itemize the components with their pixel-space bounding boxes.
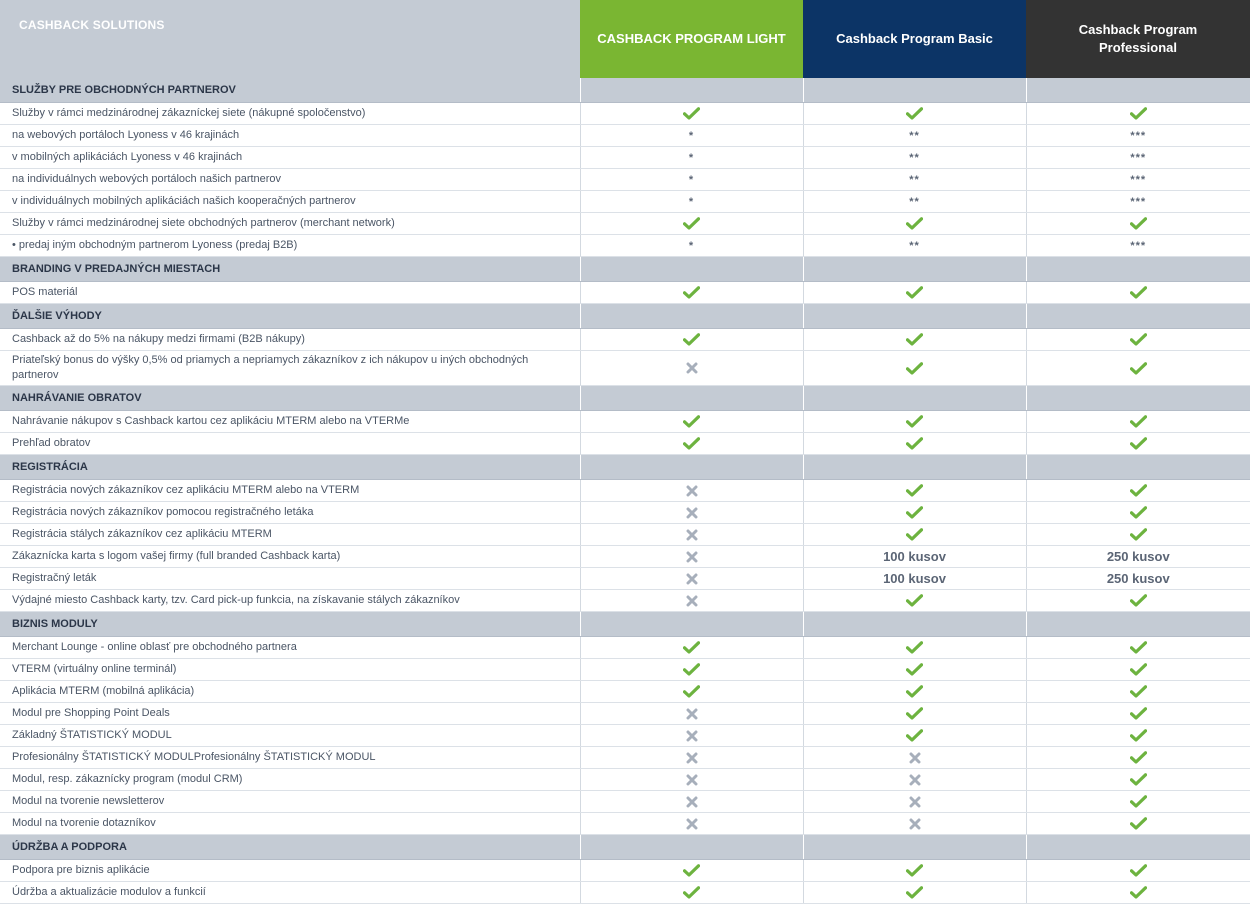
plan-cell (580, 213, 803, 235)
feature-label: • predaj iným obchodným partnerom Lyoness (predaj B2B) (0, 235, 580, 257)
plan-cell (803, 433, 1026, 455)
check-icon (1130, 107, 1147, 120)
plan-cell (580, 703, 803, 725)
feature-label: Prehľad obratov (0, 433, 580, 455)
table-row (0, 659, 1250, 681)
plan-cell (580, 235, 803, 257)
cross-icon (686, 362, 698, 374)
plan-cell (580, 882, 803, 904)
plan-cell (1026, 125, 1250, 147)
section-header-row (0, 78, 1250, 103)
plan-cell (1026, 147, 1250, 169)
plan-cell (580, 659, 803, 681)
availability-stars: ** (909, 195, 920, 208)
plan-cell (580, 282, 803, 304)
plan-cell (580, 725, 803, 747)
plan-cell (803, 791, 1026, 813)
check-icon (906, 415, 923, 428)
check-icon (906, 107, 923, 120)
plan-cell (803, 568, 1026, 590)
plan-cell (580, 813, 803, 835)
section-cell (580, 78, 803, 103)
plan-cell (1026, 590, 1250, 612)
table-row (0, 747, 1250, 769)
table-row (0, 681, 1250, 703)
check-icon (1130, 437, 1147, 450)
check-icon (683, 107, 700, 120)
plan-cell (803, 882, 1026, 904)
check-icon (683, 663, 700, 676)
section-cell (803, 304, 1026, 329)
availability-stars: *** (1130, 129, 1147, 142)
check-icon (1130, 641, 1147, 654)
feature-label: VTERM (virtuálny online terminál) (0, 659, 580, 681)
check-icon (906, 362, 923, 375)
plan-cell (1026, 659, 1250, 681)
check-icon (1130, 751, 1147, 764)
check-icon (1130, 773, 1147, 786)
table-row (0, 590, 1250, 612)
table-row (0, 235, 1250, 257)
plan-cell (580, 433, 803, 455)
plan-cell (580, 191, 803, 213)
table-row (0, 546, 1250, 568)
check-icon (1130, 362, 1147, 375)
check-icon (1130, 817, 1147, 830)
table-row (0, 103, 1250, 125)
section-cell (1026, 386, 1250, 411)
quantity-value: 250 kusov (1106, 571, 1170, 586)
availability-stars: * (688, 129, 695, 142)
quantity-value: 250 kusov (1106, 549, 1170, 564)
availability-stars: ** (909, 151, 920, 164)
check-icon (906, 484, 923, 497)
check-icon (683, 641, 700, 654)
table-row (0, 125, 1250, 147)
plan-cell (1026, 882, 1250, 904)
plan-cell (1026, 480, 1250, 502)
plan-cell (580, 590, 803, 612)
table-row (0, 480, 1250, 502)
check-icon (906, 729, 923, 742)
plan-cell (580, 351, 803, 386)
availability-stars: *** (1130, 151, 1147, 164)
plan-cell (1026, 681, 1250, 703)
cross-icon (686, 595, 698, 607)
availability-stars: *** (1130, 173, 1147, 186)
cross-icon (686, 485, 698, 497)
feature-label: Merchant Lounge - online oblasť pre obchodného partnera (0, 637, 580, 659)
table-row (0, 191, 1250, 213)
plan-cell (803, 103, 1026, 125)
check-icon (683, 415, 700, 428)
plan-cell (1026, 191, 1250, 213)
feature-label: Cashback až do 5% na nákupy medzi firmami (B2B nákupy) (0, 329, 580, 351)
feature-label: Registrácia stálych zákazníkov cez aplikáciu MTERM (0, 524, 580, 546)
section-cell (580, 835, 803, 860)
section-title: NAHRÁVANIE OBRATOV (0, 386, 580, 411)
section-cell (1026, 455, 1250, 480)
plan-cell (1026, 169, 1250, 191)
feature-label: Priateľský bonus do výšky 0,5% od priamych a nepriamych zákazníkov z ich nákupov u iných obchodných partnerov (0, 351, 580, 386)
quantity-value: 100 kusov (883, 549, 946, 564)
section-title: ÚDRŽBA A PODPORA (0, 835, 580, 860)
availability-stars: * (688, 239, 695, 252)
table-row (0, 433, 1250, 455)
feature-label: v individuálnych mobilných aplikáciách našich kooperačných partnerov (0, 191, 580, 213)
table-row (0, 329, 1250, 351)
section-cell (580, 612, 803, 637)
plan-cell (1026, 725, 1250, 747)
cross-icon (909, 774, 921, 786)
check-icon (1130, 886, 1147, 899)
check-icon (1130, 484, 1147, 497)
plan-cell (803, 769, 1026, 791)
plan-cell (580, 524, 803, 546)
check-icon (683, 217, 700, 230)
quantity-value: 100 kusov (883, 571, 946, 586)
plan-cell (803, 282, 1026, 304)
section-cell (580, 304, 803, 329)
availability-stars: * (688, 195, 695, 208)
cross-icon (686, 708, 698, 720)
section-cell (803, 386, 1026, 411)
plan-cell (1026, 747, 1250, 769)
section-header-row (0, 304, 1250, 329)
plan-cell (803, 191, 1026, 213)
feature-label: Zákaznícka karta s logom vašej firmy (full branded Cashback karta) (0, 546, 580, 568)
check-icon (1130, 333, 1147, 346)
plan-cell (803, 169, 1026, 191)
check-icon (683, 685, 700, 698)
availability-stars: * (688, 173, 695, 186)
check-icon (906, 217, 923, 230)
feature-label: Registrácia nových zákazníkov cez aplikáciu MTERM alebo na VTERM (0, 480, 580, 502)
table-row (0, 502, 1250, 524)
feature-label: na webových portáloch Lyoness v 46 krajinách (0, 125, 580, 147)
feature-label: Výdajné miesto Cashback karty, tzv. Card pick-up funkcia, na získavanie stálych zákazníkov (0, 590, 580, 612)
check-icon (683, 333, 700, 346)
section-title: REGISTRÁCIA (0, 455, 580, 480)
feature-label: Služby v rámci medzinárodnej zákazníckej siete (nákupné spoločenstvo) (0, 103, 580, 125)
section-title: ĎALŠIE VÝHODY (0, 304, 580, 329)
availability-stars: ** (909, 173, 920, 186)
plan-cell (580, 125, 803, 147)
availability-stars: *** (1130, 195, 1147, 208)
check-icon (1130, 685, 1147, 698)
cross-icon (909, 818, 921, 830)
plan-professional-header: Cashback Program Professional (1026, 0, 1250, 78)
plan-cell (1026, 546, 1250, 568)
plan-cell (580, 769, 803, 791)
plan-cell (803, 813, 1026, 835)
table-row (0, 813, 1250, 835)
section-header-row (0, 835, 1250, 860)
plan-cell (803, 147, 1026, 169)
cross-icon (686, 818, 698, 830)
section-cell (803, 78, 1026, 103)
cross-icon (909, 796, 921, 808)
check-icon (906, 333, 923, 346)
feature-label: Modul pre Shopping Point Deals (0, 703, 580, 725)
feature-label: Údržba a aktualizácie modulov a funkcií (0, 882, 580, 904)
table-row (0, 411, 1250, 433)
plan-cell (580, 681, 803, 703)
availability-stars: ** (909, 129, 920, 142)
plan-cell (580, 411, 803, 433)
table-row (0, 351, 1250, 386)
check-icon (906, 437, 923, 450)
section-cell (803, 257, 1026, 282)
feature-label: Podpora pre biznis aplikácie (0, 860, 580, 882)
plan-cell (1026, 103, 1250, 125)
check-icon (906, 286, 923, 299)
feature-label: Registračný leták (0, 568, 580, 590)
plan-cell (803, 725, 1026, 747)
check-icon (906, 886, 923, 899)
check-icon (1130, 415, 1147, 428)
cross-icon (686, 573, 698, 585)
header-row (0, 0, 1250, 78)
plan-cell (1026, 282, 1250, 304)
table-row (0, 282, 1250, 304)
section-cell (1026, 835, 1250, 860)
table-row (0, 637, 1250, 659)
table-row (0, 147, 1250, 169)
plan-cell (803, 659, 1026, 681)
table-row (0, 882, 1250, 904)
cross-icon (686, 774, 698, 786)
check-icon (906, 685, 923, 698)
check-icon (906, 528, 923, 541)
check-icon (906, 663, 923, 676)
feature-label: Modul na tvorenie dotazníkov (0, 813, 580, 835)
feature-label: POS materiál (0, 282, 580, 304)
feature-label: Modul na tvorenie newsletterov (0, 791, 580, 813)
plan-cell (803, 546, 1026, 568)
section-cell (1026, 304, 1250, 329)
plan-cell (1026, 568, 1250, 590)
table-row (0, 524, 1250, 546)
section-cell (580, 386, 803, 411)
plan-cell (1026, 433, 1250, 455)
plan-cell (580, 329, 803, 351)
plan-cell (803, 681, 1026, 703)
feature-label: Základný ŠTATISTICKÝ MODUL (0, 725, 580, 747)
cross-icon (686, 551, 698, 563)
plan-cell (580, 747, 803, 769)
availability-stars: ** (909, 239, 920, 252)
feature-label: na individuálnych webových portáloch našich partnerov (0, 169, 580, 191)
cross-icon (686, 730, 698, 742)
plan-cell (1026, 329, 1250, 351)
feature-label: Modul, resp. zákaznícky program (modul CRM) (0, 769, 580, 791)
plan-cell (803, 329, 1026, 351)
section-title: BRANDING V PREDAJNÝCH MIESTACH (0, 257, 580, 282)
plan-cell (1026, 213, 1250, 235)
check-icon (1130, 795, 1147, 808)
check-icon (1130, 528, 1147, 541)
section-header-row (0, 612, 1250, 637)
table-row (0, 769, 1250, 791)
plan-cell (803, 235, 1026, 257)
section-cell (803, 612, 1026, 637)
check-icon (906, 506, 923, 519)
section-header-row (0, 455, 1250, 480)
check-icon (1130, 594, 1147, 607)
check-icon (683, 286, 700, 299)
check-icon (1130, 217, 1147, 230)
plan-cell (1026, 351, 1250, 386)
plan-cell (803, 411, 1026, 433)
check-icon (906, 641, 923, 654)
plan-cell (803, 703, 1026, 725)
cross-icon (686, 796, 698, 808)
table-body (0, 78, 1250, 904)
plan-basic-header: Cashback Program Basic (803, 0, 1026, 78)
table-title: CASHBACK SOLUTIONS (0, 0, 580, 78)
check-icon (683, 437, 700, 450)
plan-cell (1026, 411, 1250, 433)
section-cell (803, 455, 1026, 480)
plan-cell (580, 791, 803, 813)
table-row (0, 725, 1250, 747)
plan-cell (1026, 769, 1250, 791)
plan-cell (1026, 791, 1250, 813)
plan-cell (1026, 703, 1250, 725)
feature-label: Registrácia nových zákazníkov pomocou registračného letáka (0, 502, 580, 524)
plan-cell (1026, 637, 1250, 659)
plan-cell (803, 637, 1026, 659)
plan-cell (803, 351, 1026, 386)
feature-label: v mobilných aplikáciách Lyoness v 46 krajinách (0, 147, 580, 169)
check-icon (906, 594, 923, 607)
cross-icon (909, 752, 921, 764)
check-icon (1130, 729, 1147, 742)
check-icon (1130, 707, 1147, 720)
cross-icon (686, 752, 698, 764)
section-title: SLUŽBY PRE OBCHODNÝCH PARTNEROV (0, 78, 580, 103)
plan-cell (1026, 235, 1250, 257)
section-cell (580, 455, 803, 480)
check-icon (683, 886, 700, 899)
feature-label: Služby v rámci medzinárodnej siete obchodných partnerov (merchant network) (0, 213, 580, 235)
feature-label: Profesionálny ŠTATISTICKÝ MODULProfesionálny ŠTATISTICKÝ MODUL (0, 747, 580, 769)
table-row (0, 568, 1250, 590)
plan-cell (580, 103, 803, 125)
check-icon (1130, 663, 1147, 676)
plan-cell (803, 590, 1026, 612)
table-row (0, 169, 1250, 191)
check-icon (906, 707, 923, 720)
plan-cell (580, 169, 803, 191)
plan-cell (803, 502, 1026, 524)
table-row (0, 791, 1250, 813)
availability-stars: * (688, 151, 695, 164)
section-cell (803, 835, 1026, 860)
table-row (0, 213, 1250, 235)
plan-cell (803, 524, 1026, 546)
plan-cell (803, 480, 1026, 502)
cross-icon (686, 529, 698, 541)
plan-cell (1026, 524, 1250, 546)
plan-cell (580, 147, 803, 169)
feature-label: Aplikácia MTERM (mobilná aplikácia) (0, 681, 580, 703)
plan-cell (580, 546, 803, 568)
plan-light-header: CASHBACK PROGRAM LIGHT (580, 0, 803, 78)
cross-icon (686, 507, 698, 519)
feature-label: Nahrávanie nákupov s Cashback kartou cez aplikáciu MTERM alebo na VTERMe (0, 411, 580, 433)
plan-cell (803, 125, 1026, 147)
section-header-row (0, 257, 1250, 282)
section-cell (580, 257, 803, 282)
plan-cell (580, 637, 803, 659)
section-cell (1026, 78, 1250, 103)
section-cell (1026, 257, 1250, 282)
plan-cell (580, 502, 803, 524)
plan-cell (803, 747, 1026, 769)
plan-cell (1026, 813, 1250, 835)
section-title: BIZNIS MODULY (0, 612, 580, 637)
plan-cell (1026, 502, 1250, 524)
plan-cell (580, 480, 803, 502)
check-icon (1130, 506, 1147, 519)
check-icon (1130, 286, 1147, 299)
availability-stars: *** (1130, 239, 1147, 252)
plan-cell (803, 213, 1026, 235)
plan-cell (580, 568, 803, 590)
table-row (0, 703, 1250, 725)
section-header-row (0, 386, 1250, 411)
section-cell (1026, 612, 1250, 637)
